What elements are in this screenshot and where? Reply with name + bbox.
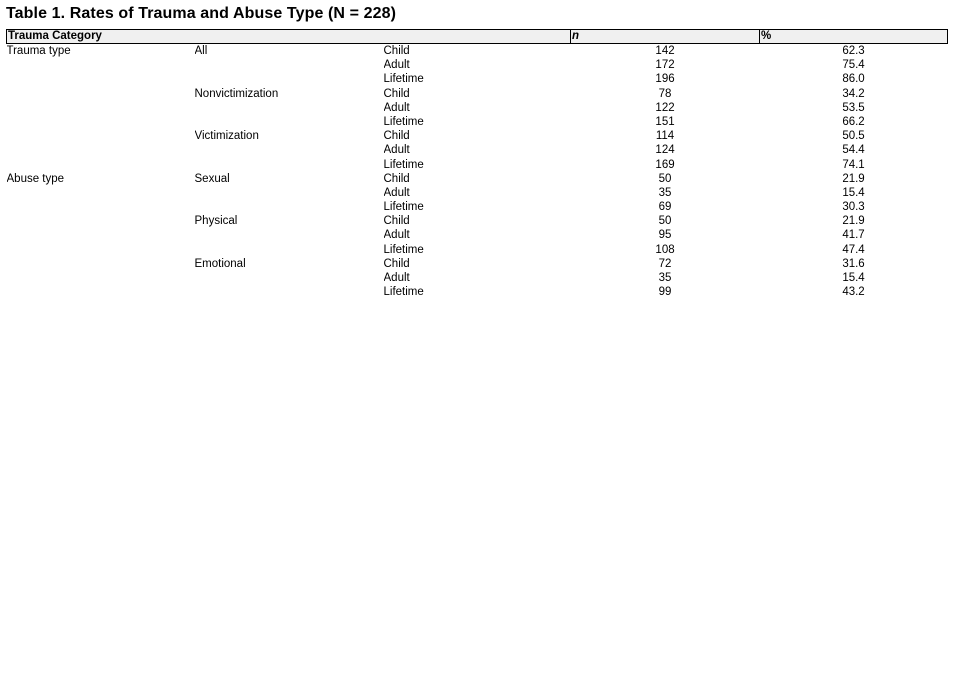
cell-n: 69 — [658, 201, 672, 214]
cell-subtype — [195, 158, 384, 172]
cell-percent: 53.5 — [842, 101, 865, 114]
table-row — [7, 87, 948, 101]
cell-n: 99 — [658, 286, 672, 299]
cell-percent: 31.6 — [842, 257, 865, 270]
cell-period: Child — [383, 45, 410, 57]
cell-trauma-category — [7, 58, 195, 72]
cell-trauma-category — [7, 271, 195, 285]
cell-percent: 30.3 — [842, 201, 865, 214]
cell-n: 151 — [655, 115, 675, 128]
cell-period: Adult — [383, 144, 410, 157]
table-row — [7, 271, 948, 285]
cell-percent: 21.9 — [842, 172, 865, 185]
cell-period: Adult — [383, 59, 410, 72]
cell-period: Adult — [383, 272, 410, 284]
cell-period: Child — [383, 130, 410, 143]
cell-trauma-category — [7, 115, 195, 129]
cell-n: 142 — [655, 45, 675, 57]
cell-subtype — [195, 243, 384, 257]
cell-subtype: Physical — [194, 215, 238, 228]
cell-n: 72 — [658, 257, 672, 270]
cell-n: 95 — [658, 229, 672, 242]
cell-trauma-category — [7, 143, 195, 157]
cell-percent: 50.5 — [842, 130, 865, 143]
cell-period: Lifetime — [383, 115, 424, 128]
cell-period: Child — [383, 172, 410, 185]
cell-subtype — [195, 271, 384, 285]
table-row — [7, 129, 948, 143]
cell-subtype: All — [194, 45, 208, 57]
table-body — [7, 44, 948, 300]
cell-trauma-category: Trauma type — [6, 45, 71, 57]
cell-subtype — [195, 72, 384, 86]
cell-n: 35 — [658, 272, 672, 284]
trauma-rates-table — [6, 29, 948, 299]
table-row — [7, 115, 948, 129]
cell-period: Lifetime — [383, 201, 424, 214]
cell-n: 172 — [655, 59, 675, 72]
cell-subtype — [195, 228, 384, 242]
cell-percent: 41.7 — [842, 229, 865, 242]
cell-subtype — [195, 101, 384, 115]
cell-trauma-category — [7, 186, 195, 200]
cell-trauma-category — [7, 285, 195, 299]
cell-trauma-category — [7, 129, 195, 143]
cell-percent: 66.2 — [842, 115, 865, 128]
cell-period: Lifetime — [383, 73, 424, 86]
cell-n: 108 — [655, 243, 675, 256]
cell-subtype — [195, 58, 384, 72]
cell-period: Child — [383, 257, 410, 270]
cell-percent: 34.2 — [842, 87, 865, 100]
header-row — [7, 30, 948, 44]
cell-trauma-category — [7, 214, 195, 228]
cell-period: Adult — [383, 186, 410, 199]
cell-trauma-category — [7, 158, 195, 172]
cell-n: 114 — [655, 130, 675, 143]
cell-n: 196 — [655, 73, 675, 86]
cell-trauma-category: Abuse type — [6, 172, 65, 185]
table-title: Table 1. Rates of Trauma and Abuse Type (N = 228) — [6, 5, 397, 22]
cell-percent: 54.4 — [842, 144, 865, 157]
cell-percent: 43.2 — [842, 286, 865, 299]
cell-subtype — [195, 200, 384, 214]
cell-subtype — [195, 143, 384, 157]
cell-trauma-category — [7, 228, 195, 242]
cell-percent: 15.4 — [842, 272, 865, 284]
cell-period: Lifetime — [383, 286, 424, 299]
header-n: n — [571, 30, 760, 44]
table-row — [7, 200, 948, 214]
table-row — [7, 72, 948, 86]
cell-subtype: Nonvictimization — [194, 87, 279, 100]
cell-percent: 86.0 — [842, 73, 865, 86]
table-row — [7, 143, 948, 157]
header-percent: % — [760, 30, 948, 44]
cell-period: Lifetime — [383, 243, 424, 256]
cell-period: Adult — [383, 101, 410, 114]
cell-percent: 62.3 — [842, 45, 865, 57]
table-header — [7, 30, 948, 44]
cell-trauma-category — [7, 87, 195, 101]
cell-trauma-category — [7, 257, 195, 271]
cell-n: 122 — [655, 101, 675, 114]
cell-subtype: Victimization — [194, 130, 259, 143]
table-row — [7, 172, 948, 186]
table-row — [7, 101, 948, 115]
cell-n: 169 — [655, 158, 675, 171]
cell-percent: 21.9 — [842, 215, 865, 228]
cell-n: 50 — [658, 215, 672, 228]
cell-trauma-category — [7, 101, 195, 115]
cell-n: 124 — [655, 144, 675, 157]
cell-percent: 15.4 — [842, 186, 865, 199]
cell-period: Adult — [383, 229, 410, 242]
cell-n: 35 — [658, 186, 672, 199]
cell-period: Child — [383, 215, 410, 228]
cell-percent: 74.1 — [842, 158, 865, 171]
cell-period: Child — [383, 87, 410, 100]
cell-subtype: Sexual — [194, 172, 230, 185]
cell-trauma-category — [7, 200, 195, 214]
table-row — [7, 257, 948, 271]
cell-percent: 75.4 — [842, 59, 865, 72]
cell-n: 78 — [658, 87, 672, 100]
cell-percent: 47.4 — [842, 243, 865, 256]
table-row — [7, 243, 948, 257]
cell-subtype — [195, 285, 384, 299]
cell-n: 50 — [658, 172, 672, 185]
cell-subtype — [195, 115, 384, 129]
table-row — [7, 158, 948, 172]
table-row — [7, 44, 948, 59]
table-row — [7, 285, 948, 299]
header-trauma-category: Trauma Category — [7, 30, 571, 44]
table-row — [7, 186, 948, 200]
cell-trauma-category — [7, 243, 195, 257]
table-row — [7, 58, 948, 72]
cell-subtype: Emotional — [194, 257, 246, 270]
cell-subtype — [195, 186, 384, 200]
cell-trauma-category — [7, 72, 195, 86]
table-row — [7, 214, 948, 228]
table-row — [7, 228, 948, 242]
cell-period: Lifetime — [383, 158, 424, 171]
